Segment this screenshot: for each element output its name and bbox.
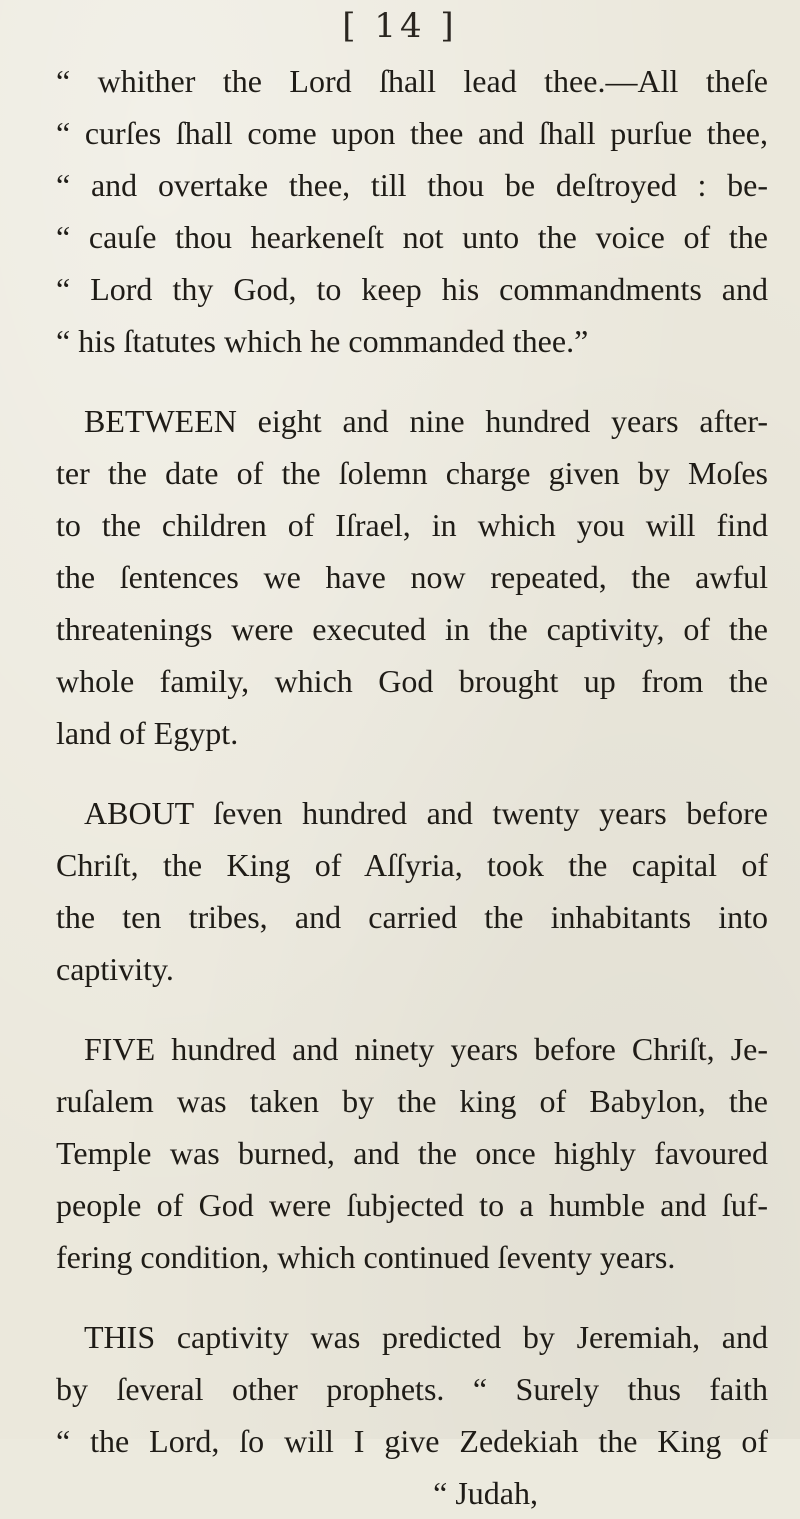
- paragraph-five: [56, 1023, 768, 1283]
- text-line: whole family, which God brought up from the: [56, 663, 768, 699]
- paragraph-gap: [56, 1283, 768, 1311]
- text-line: threatenings were executed in the captivity, of the: [56, 611, 768, 647]
- text-line: the ten tribes, and carried the inhabitants into: [56, 899, 768, 935]
- text-line: “ cauſe thou hearkeneſt not unto the voice of the: [56, 219, 768, 255]
- text-line: land of Egypt.: [56, 715, 239, 751]
- text-line: the ſentences we have now repeated, the awful: [56, 559, 768, 595]
- text-line: FIVE hundred and ninety years before Chriſt, Je-: [84, 1031, 768, 1067]
- text-line: “ his ſtatutes which he commanded thee.”: [56, 323, 589, 359]
- text-line: Chriſt, the King of Aſſyria, took the capital of: [56, 847, 768, 883]
- paragraph-gap: [56, 759, 768, 787]
- paragraph-gap: [56, 367, 768, 395]
- text-line: fering condition, which continued ſeventy years.: [56, 1239, 676, 1275]
- text-line: “ Lord thy God, to keep his commandments and: [56, 271, 768, 307]
- body-text: [56, 55, 768, 1519]
- text-line: “ whither the Lord ſhall lead thee.—All theſe: [56, 63, 768, 99]
- page-number: [ 14 ]: [342, 6, 458, 46]
- paragraph-about: [56, 787, 768, 995]
- text-line: ter the date of the ſolemn charge given by Moſes: [56, 455, 768, 491]
- text-line: Temple was burned, and the once highly favoured: [56, 1135, 768, 1171]
- paragraph-quote: [56, 55, 768, 367]
- text-line: people of God were ſubjected to a humble and ſuf-: [56, 1187, 768, 1223]
- text-line: ruſalem was taken by the king of Babylon, the: [56, 1083, 768, 1119]
- paragraph-this: [56, 1311, 768, 1467]
- text-line: THIS captivity was predicted by Jeremiah, and: [84, 1319, 768, 1355]
- paragraph-gap: [56, 995, 768, 1023]
- text-line: “ curſes ſhall come upon thee and ſhall purſue thee,: [56, 115, 768, 151]
- text-line: by ſeveral other prophets. “ Surely thus faith: [56, 1371, 768, 1407]
- catchword: “ Judah,: [433, 1475, 538, 1511]
- text-line: “ the Lord, ſo will I give Zedekiah the King of: [56, 1423, 768, 1459]
- text-line: to the children of Iſrael, in which you will find: [56, 507, 768, 543]
- paragraph-between: [56, 395, 768, 759]
- text-line: “ and overtake thee, till thou be deſtroyed : be-: [56, 167, 768, 203]
- text-line: captivity.: [56, 951, 174, 987]
- text-line: BETWEEN eight and nine hundred years after-: [84, 403, 768, 439]
- text-line: ABOUT ſeven hundred and twenty years before: [84, 795, 768, 831]
